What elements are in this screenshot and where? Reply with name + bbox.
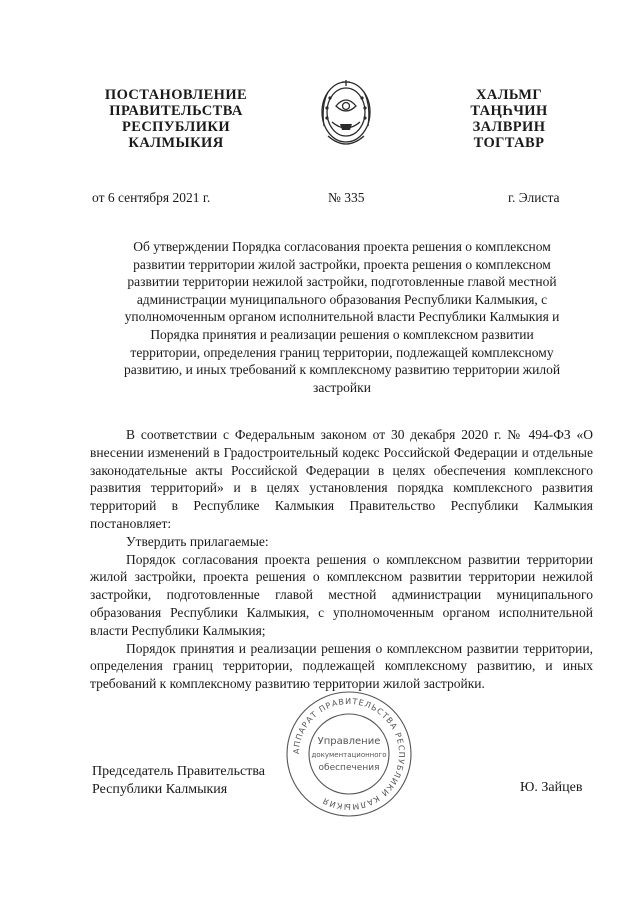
signer-position <box>92 763 265 798</box>
document-body <box>90 426 593 693</box>
header-left-line: РЕСПУБЛИКИ <box>121 119 231 135</box>
document-number: № 335 <box>328 190 365 205</box>
title-line: уполномоченным органом исполнительной власти Республики Калмыкия и <box>124 309 560 325</box>
coat-of-arms-icon <box>318 76 374 152</box>
title-line: развитии территории нежилой застройки, подготовленные главой местной <box>127 274 557 290</box>
document-city: г. Элиста <box>508 190 560 205</box>
signer-position-line: Республики Калмыкия <box>92 781 228 797</box>
title-line: развитию, и иных требований к комплексному развитию территории жилой <box>123 362 561 378</box>
official-stamp <box>283 688 415 820</box>
header-right-line: ТОГТАВР <box>473 135 545 151</box>
stamp-center-line: документационного <box>311 751 387 759</box>
body-paragraph: В соответствии с Федеральным законом от 30 декабря 2020 г. № 494-ФЗ «О внесении изменений в Градостроительный кодекс Российской Федерации и отдельные законодательные акты Российской Федерации в целях обеспечения комплексного развития территорий» и в целях установления порядка комплексного развития территорий в Республике Калмыкия Правительство Республики Калмыкия постановляет: <box>90 427 593 531</box>
header-left-line: КАЛМЫКИЯ <box>128 135 224 151</box>
title-line: администрации муниципального образования Республики Калмыкия, с <box>136 291 548 307</box>
title-line: застройки <box>313 379 371 395</box>
body-paragraph: Порядок принятия и реализации решения о комплексном развитии территории, определения границ территории, подлежащей комплексному развитию, и иных требований к комплексному развитию территории жилой застройки. <box>90 640 593 692</box>
header-right-line: ТАҢҺЧИН <box>470 103 548 119</box>
body-paragraph: Порядок согласования проекта решения о комплексном развитии территории жилой застройки, проекта решения о комплексном развитии территории нежилой застройки, подготовленные главой местной администрации муниципального образования Республики Калмыкия, с уполномоченным органом исполнительной власти Республики Калмыкия; <box>90 551 593 638</box>
signer-position-line: Председатель Правительства <box>92 764 265 779</box>
header-left-title <box>96 87 256 151</box>
header-right-line: ХАЛЬМГ <box>475 87 543 103</box>
title-line: Порядка принятия и реализации решения о комплексном развитии <box>150 326 534 342</box>
body-paragraph: Утвердить прилагаемые: <box>126 533 269 549</box>
title-line: территории, определения границ территории, подлежащей комплексному <box>130 344 554 360</box>
header-right-line: ЗАЛВРИН <box>472 119 546 135</box>
header-right-title <box>455 87 563 151</box>
header-left-line: ПРАВИТЕЛЬСТВА <box>109 103 243 119</box>
document-title <box>92 238 592 396</box>
stamp-center-line: Управление <box>317 736 381 747</box>
document-date: от 6 сентября 2021 г. <box>92 190 211 205</box>
title-line: развитии территории жилой застройки, проекта решения о комплексном <box>133 256 551 272</box>
title-line: Об утверждении Порядка согласования проекта решения о комплексном <box>133 239 551 254</box>
signer-name: Ю. Зайцев <box>520 780 583 795</box>
header-left-line: ПОСТАНОВЛЕНИЕ <box>104 87 248 103</box>
stamp-center-line: обеспечения <box>318 763 380 773</box>
stamp-ring-text: АППАРАТ ПРАВИТЕЛЬСТВА РЕСПУБЛИКИ КАЛМЫКИЯ <box>291 696 407 812</box>
